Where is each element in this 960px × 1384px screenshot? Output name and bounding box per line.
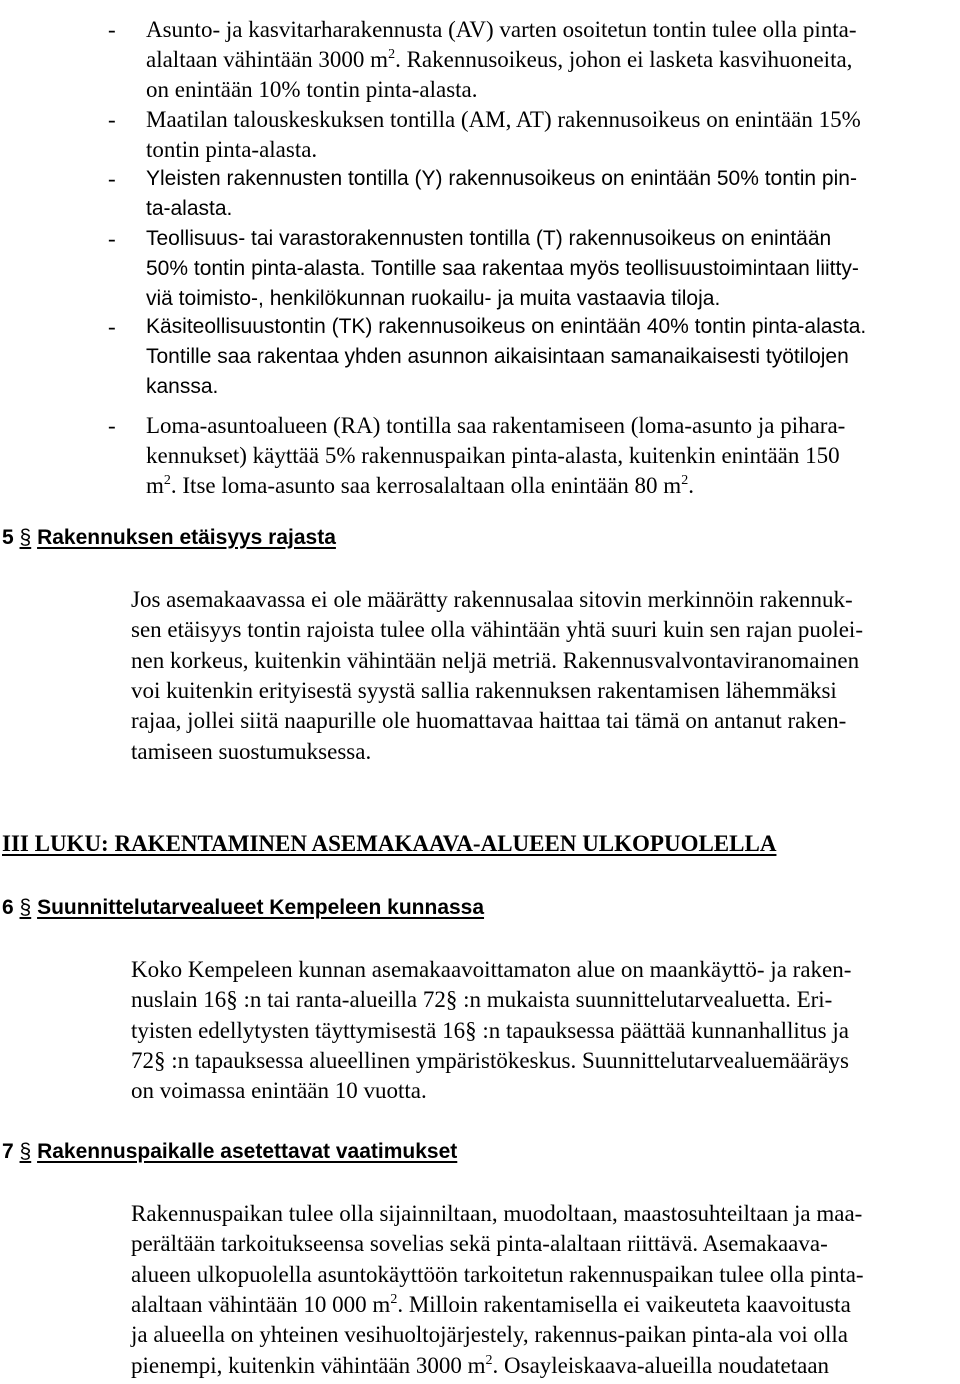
bullet-line — [146, 441, 840, 471]
text-run: . Osayleiskaava-alueilla noudatetaan — [492, 1352, 830, 1378]
paragraph-line: sen etäisyys tontin rajoista tulee olla vähintään yhtä suuri kuin sen rajan puolei- — [131, 617, 863, 643]
section-6-heading — [2, 893, 484, 923]
text-run: Yleisten rakennusten tontilla (Y) rakennusoikeus on enintään 50% tontin pin- — [146, 167, 857, 190]
section-sign: § — [465, 1017, 477, 1043]
bullet-dash: - — [108, 166, 116, 191]
chapter-3-title: III LUKU: RAKENTAMINEN ASEMAKAAVA-ALUEEN ULKOPUOLELLA — [2, 831, 777, 856]
superscript: 2 — [485, 1352, 493, 1368]
paragraph-line — [131, 1260, 864, 1290]
section-7-number: 7 — [2, 1140, 14, 1163]
section-sign: § — [154, 1047, 166, 1073]
section-6-title: Suunnittelutarvealueet Kempeleen kunnassa — [37, 896, 485, 919]
bullet-dash: - — [108, 226, 116, 251]
paragraph-line — [131, 1016, 849, 1046]
superscript: 2 — [163, 473, 171, 489]
text-run: kennukset) käyttää 5% rakennuspaikan pinta-alasta, kuitenkin enintään 150 — [146, 443, 840, 469]
text-run: :n mukaista suunnittelutarvealuetta. Eri- — [457, 987, 833, 1013]
paragraph-line — [131, 1076, 427, 1106]
text-run: ja alueella on yhteinen vesihuoltojärjestely, rakennus-paikan pinta-ala voi olla — [131, 1322, 849, 1348]
section-7-title: Rakennuspaikalle asetettavat vaatimukset — [37, 1140, 458, 1163]
text-run: m — [146, 473, 164, 499]
bullet-line — [146, 411, 845, 441]
text-run: kanssa. — [146, 375, 219, 399]
text-run: on enintään 10% tontin pinta-alasta. — [146, 77, 478, 103]
bullet-line — [146, 312, 866, 342]
section-5-heading — [2, 523, 336, 553]
superscript: 2 — [681, 473, 689, 489]
text-run: on voimassa enintään 10 vuotta. — [131, 1078, 427, 1104]
superscript: 2 — [390, 1291, 398, 1307]
text-run: . Rakennusoikeus, johon ei lasketa kasvihuoneita, — [395, 47, 853, 73]
bullet-dash: - — [108, 107, 116, 132]
text-run: alueen ulkopuolella asuntokäyttöön tarkoitetun rakennuspaikan tulee olla pinta- — [131, 1261, 864, 1287]
text-run: :n tapauksessa alueellinen ympäristökeskus. Suunnittelutarvealuemääräys — [165, 1047, 849, 1073]
text-run: viä toimisto-, henkilökunnan ruokailu- ja muita vastaavia tiloja. — [146, 287, 721, 311]
bullet-line — [146, 75, 478, 105]
paragraph-line — [131, 1320, 848, 1350]
bullet-line — [146, 342, 849, 372]
paragraph-line — [131, 1290, 851, 1320]
text-run: Käsiteollisuustontin (TK) rakennusoikeus on enintään 40% tontin pinta-alasta. — [146, 315, 867, 338]
text-run: alaltaan vähintään 3000 m — [146, 47, 389, 73]
section-sign: § — [19, 1140, 32, 1163]
text-run: tontin pinta-alasta. — [146, 137, 318, 163]
bullet-dash: - — [108, 17, 116, 42]
text-run: pienempi, kuitenkin vähintään 3000 m — [131, 1352, 486, 1378]
text-run: perältään tarkoitukseensa sovelias sekä pinta-alaltaan riittävä. Asemakaava- — [131, 1231, 828, 1257]
text-run: Rakennuspaikan tulee olla sijainniltaan, muodoltaan, maastosuhteiltaan ja maa- — [131, 1201, 863, 1226]
bullet-line — [146, 471, 694, 501]
bullet-line — [146, 135, 317, 165]
text-run: 50% tontin pinta-alasta. Tontille saa rakentaa myös teollisuustoimintaan liitty- — [146, 257, 859, 281]
bullet-dash: - — [108, 413, 116, 438]
section-sign: § — [19, 526, 32, 549]
superscript: 2 — [388, 47, 396, 63]
paragraph-line: voi kuitenkin erityisestä syystä sallia rakennuksen rakentamisen lähemmäksi — [131, 677, 837, 703]
bullet-line — [146, 164, 857, 194]
bullet-line — [146, 15, 856, 45]
text-run: 72 — [131, 1047, 154, 1073]
bullet-line — [146, 105, 861, 135]
text-run: Teollisuus- tai varastorakennusten tontilla (T) rakennusoikeus on enintään — [146, 227, 832, 250]
bullet-line — [146, 284, 720, 314]
paragraph-line: Jos asemakaavassa ei ole määrätty rakennusalaa sitovin merkinnöin rakennuk- — [131, 587, 853, 612]
paragraph-line: rajaa, jollei siitä naapurille ole huomattavaa haittaa tai tämä on antanut raken- — [131, 708, 847, 734]
text-run: :n tapauksessa päättää kunnanhallitus ja — [476, 1017, 849, 1043]
text-run: . Milloin rakentamisella ei vaikeuteta kaavoitusta — [397, 1291, 851, 1317]
bullet-dash: - — [108, 314, 116, 339]
section-7-heading — [2, 1137, 457, 1167]
text-run: Tontille saa rakentaa yhden asunnon aikaisintaan samanaikaisesti työtilojen — [146, 345, 849, 369]
section-5-title: Rakennuksen etäisyys rajasta — [37, 526, 336, 549]
paragraph-line — [131, 1199, 862, 1229]
text-run: tyisten edellytysten täyttymisestä 16 — [131, 1017, 466, 1043]
section-sign: § — [226, 987, 238, 1013]
text-run: Loma-asuntoalueen (RA) tontilla saa rakentamiseen (loma-asunto ja pihara- — [146, 413, 846, 438]
paragraph-line — [131, 1046, 849, 1076]
bullet-line — [146, 45, 852, 75]
text-run: nuslain 16 — [131, 987, 227, 1013]
bullet-line — [146, 224, 831, 254]
text-run: alaltaan vähintään 10 000 m — [131, 1291, 391, 1317]
paragraph-line — [131, 985, 832, 1015]
text-run: ta-alasta. — [146, 197, 233, 221]
bullet-line — [146, 194, 232, 224]
section-6-number: 6 — [2, 896, 14, 919]
text-run: :n tai ranta-alueilla 72 — [237, 987, 446, 1013]
section-sign: § — [445, 987, 458, 1013]
section-sign: § — [19, 896, 32, 919]
text-run: . Itse loma-asunto saa kerrosalaltaan olla enintään 80 m — [170, 473, 682, 499]
paragraph-line — [131, 1229, 828, 1259]
text-run: Maatilan talouskeskuksen tontilla (AM, AT) rakennusoikeus on enintään 15% — [146, 107, 861, 132]
text-run: . — [688, 473, 694, 499]
paragraph-line: nen korkeus, kuitenkin vähintään neljä metriä. Rakennusvalvontaviranomainen — [131, 647, 860, 673]
paragraph-line — [131, 955, 851, 985]
section-5-number: 5 — [2, 526, 14, 549]
paragraph-line — [131, 1351, 829, 1381]
paragraph-line: tamiseen suostumuksessa. — [131, 738, 372, 764]
text-run: Koko Kempeleen kunnan asemakaavoittamaton alue on maankäyttö- ja raken- — [131, 957, 852, 982]
bullet-line — [146, 254, 859, 284]
text-run: Asunto- ja kasvitarharakennusta (AV) varten osoitetun tontin tulee olla pinta- — [146, 17, 857, 42]
bullet-line — [146, 372, 218, 402]
